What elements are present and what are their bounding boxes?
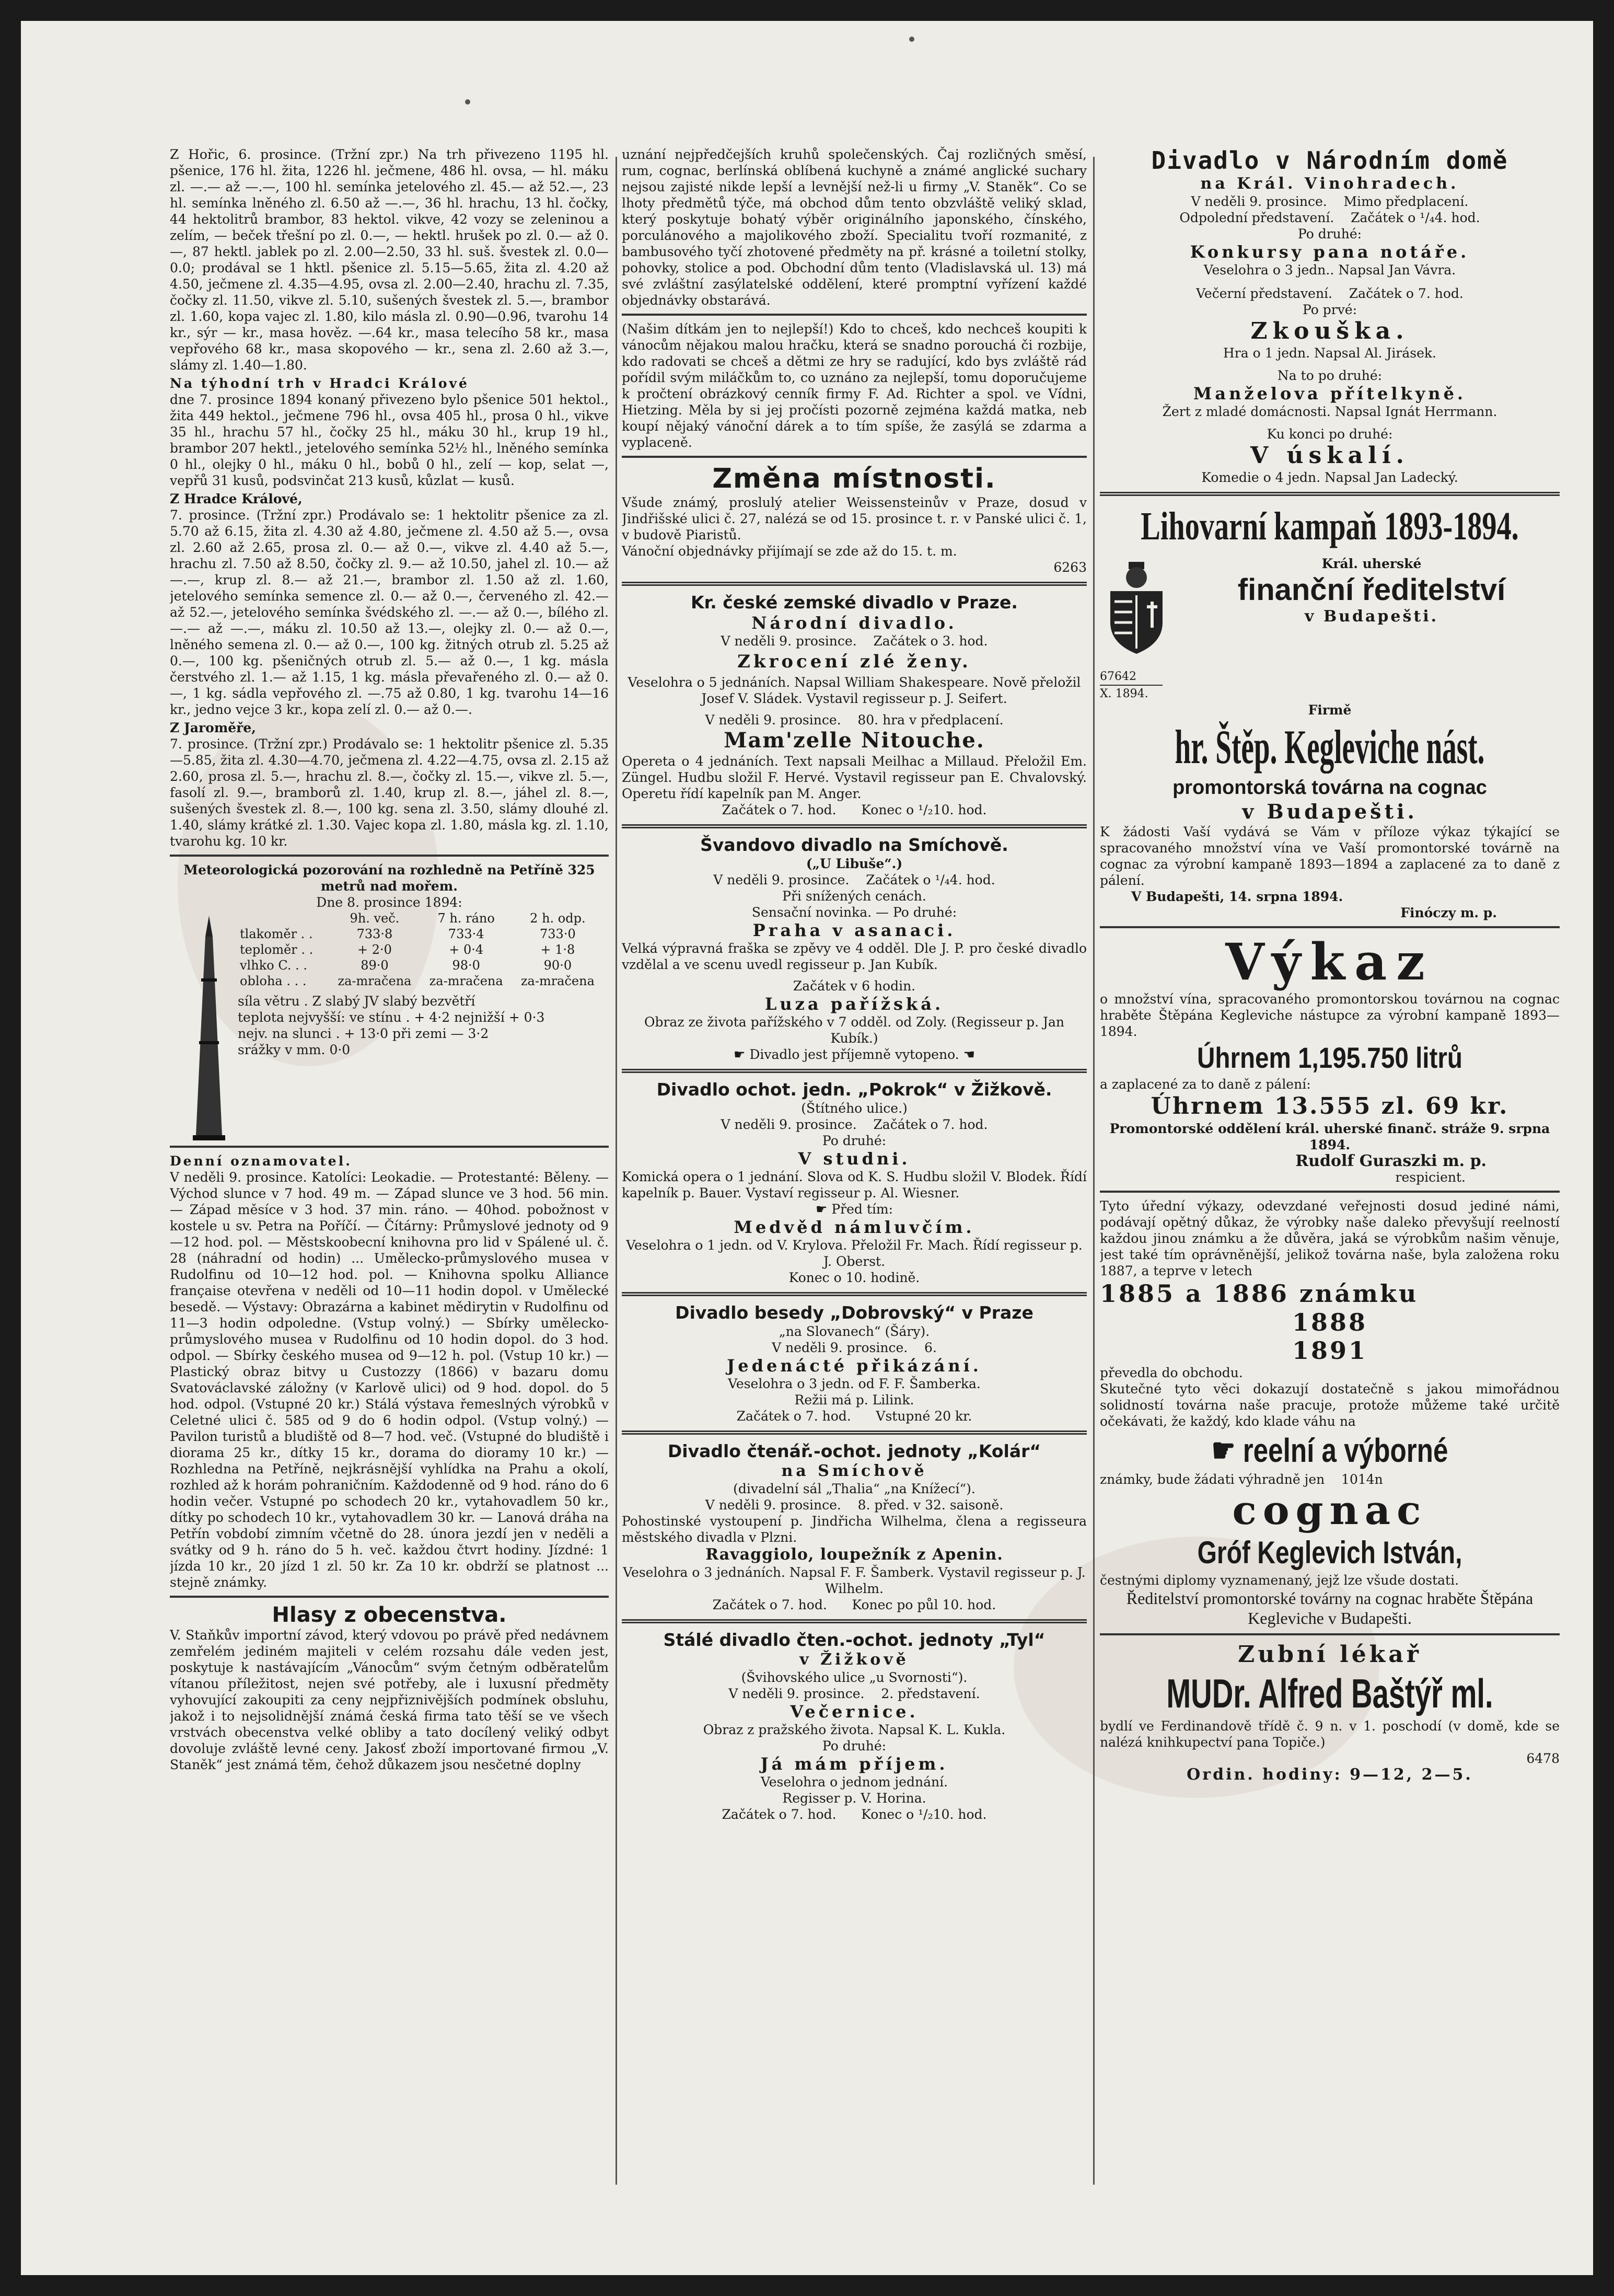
column-3 <box>1100 146 1560 1783</box>
meteo-rain: srážky v mm. 0·0 <box>238 1042 351 1057</box>
pk-end: Konec o 10. hodině. <box>788 1270 920 1285</box>
ty-desc2: Veselohra o jednom jednání. <box>760 1774 948 1790</box>
sv-play: Praha v asanaci. <box>752 920 956 940</box>
vin-odp: Odpolední představení. <box>1179 210 1334 225</box>
vin-desc4: Komedie o 4 jedn. Napsal Jan Ladecký. <box>1201 470 1458 485</box>
divider <box>1100 1633 1560 1635</box>
znamky-text: známky, bude žádati výhradně jen <box>1100 1472 1325 1487</box>
meteo-label: tlakoměr . . <box>240 927 313 941</box>
hlasy-text: V. Staňkův importní závod, který vdovou po právě před nedávnem zemřelém jediném majiteli v celém rozsahu dále veden jest, poskytuje k nastávajícím „Vánocům“ svým četným odběratelům vítanou příležitost, nejen své potřeby, ale i luxusní předměty vyhovující zakoupiti za ceny nejpřiznivějších podmínek obsluhu, jakož i to nejsolidnější známá česká firma tato těší se ve všech vrstvách obecenstva velké obliby a tato docílený veliký odbyt dovoluje zvláště levné ceny. Jakosť zboží importované firmou „V. Staněk“ jest známá těm, čehož důkazem jsou nesčetné doplny <box>170 1628 609 1772</box>
ty-desc: Obraz z pražského života. Napsal K. L. Kukla. <box>703 1722 1006 1737</box>
ty-druhe: Po druhé: <box>822 1738 887 1753</box>
ordinacni-hodiny: Ordin. hodiny: 9—12, 2—5. <box>1187 1766 1473 1783</box>
vin-date: V neděli 9. prosince. <box>1191 194 1327 209</box>
meteo-label: vlhko C. . . <box>240 958 307 973</box>
meteo-title: Meteorologická pozorování na rozhledně na Petříně 325 metrů nad mořem. <box>183 862 595 894</box>
meteo-date: Dne 8. prosince 1894: <box>316 895 462 910</box>
market-hradec2-title: Z Hradce Králové, <box>170 491 303 506</box>
pokrok-header: Divadlo ochot. jedn. „Pokrok“ v Žižkově. <box>656 1079 1052 1100</box>
sv-desc: Velká výpravná fraška se zpěvy ve 4 odděl. Dle J. P. pro české divadlo vzdělal a ve scenu uvedl regisseur p. Jan Kubík. <box>622 941 1087 972</box>
meteo-cell: 733·8 <box>356 927 393 941</box>
divider <box>170 1146 609 1148</box>
roky-1888: 1888 <box>1292 1308 1368 1336</box>
market-hradec-title: Na týhodní trh v Hradci Králové <box>170 376 469 391</box>
zmena-title: Změna místnosti. <box>712 463 996 494</box>
sv-start2: Začátek v 6 hodin. <box>793 978 916 994</box>
divider <box>622 456 1087 458</box>
vin-desc: Veselohra o 3 jedn.. Napsal Jan Vávra. <box>1203 262 1456 278</box>
pointing-hand-icon: ☛ <box>815 1202 828 1217</box>
meteo-wind: síla větru . Z slabý JV slabý bezvětří <box>238 994 475 1009</box>
sv-note: Divadlo jest příjemně vytopeno. <box>749 1047 959 1062</box>
roky-1885: 1885 a 1886 známku <box>1100 1279 1419 1308</box>
zaplacene: a zaplacené za to daně z pálení: <box>1100 1077 1311 1092</box>
n-hra: 80. hra v předplacení. <box>857 712 1004 728</box>
ty-end: Konec o ¹/₂10. hod. <box>861 1807 987 1822</box>
column-rule <box>1093 157 1095 2185</box>
n-start: Začátek o 3. hod. <box>873 633 988 649</box>
ref-date: X. 1894. <box>1100 685 1163 702</box>
meteo-cell: 90·0 <box>543 958 572 973</box>
ty-date: V neděli 9. prosince. <box>728 1686 865 1701</box>
pk-sub: (Štítného ulice.) <box>801 1101 908 1116</box>
db-num: 6. <box>924 1340 937 1355</box>
n-date: V neděli 9. prosince. <box>721 633 857 649</box>
znamky-num: 1014n <box>1341 1472 1383 1487</box>
roky-1891: 1891 <box>1292 1336 1368 1365</box>
podpis2: Rudolf Guraszki m. p. <box>1295 1152 1487 1170</box>
pk-druhe: Po druhé: <box>822 1133 887 1148</box>
meteo-head: 7 h. ráno <box>437 911 495 926</box>
market-hradec: dne 7. prosince 1894 konaný přivezeno bylo pšenice 501 hektol., žita 449 hektol., ječmene 796 hl., ovsa 405 hl., prosa 0 hl., vikve 35 hl., hrachu 57 hl., čočky 25 hl., máku 30 hl., krup 19 hl., brambor 207 hektl., jetelového semínka 52½ hl., lněného semínka 0 hl., olejky 0 hl., máku 0 hl., bobů 0 hl., zelí — kop, selat —, vepřů 31 kusů, podsvinčat 213 kusů, kůzlat — kusů. <box>170 392 609 488</box>
divider <box>622 1619 1087 1623</box>
promontorske-oddeleni: Promontorské oddělení král. uherské finanč. stráže 9. srpna 1894. <box>1109 1121 1550 1152</box>
pointing-hand-icon: ☛ <box>1211 1432 1236 1469</box>
kl-date: V neděli 9. prosince. <box>705 1497 841 1513</box>
keglevich-title: hr. Štěp. Kegleviche nást. <box>1175 720 1485 774</box>
hlasy-title: Hlasy z obecenstva. <box>272 1603 507 1627</box>
kl-end: Konec po půl 10. hod. <box>852 1597 996 1612</box>
ty-start: Začátek o 7. hod. <box>722 1807 837 1822</box>
grof-keglevich: Gróf Keglevich István, <box>1197 1535 1462 1570</box>
divider <box>622 824 1087 828</box>
vin-sub: na Král. Vinohradech. <box>1200 175 1459 193</box>
podpis1: Finóczy m. p. <box>1400 905 1497 920</box>
divider <box>622 582 1087 586</box>
meteo-cell: 89·0 <box>361 958 389 973</box>
market-jaromer: 7. prosince. (Tržní zpr.) Prodávalo se: 1 hektolitr pšenice zl. 5.35—5.85, žita zl. 4.30—4.70, ječmena zl. 4.22—4.75, ovsa zl. 2.15 až 2.60, prosa zl. 5.—, hrachu zl. 8.—, čočky zl. 15.—, vikve zl. 5.—, fasolí zl. 9.—, bramborů zl. 1.40, krup zl. 8.—, jáhel zl. 8.—, sušených švestek zl. 8.—, 100 kg. sena zl. 3.50, slámy dlouhé zl. 1.40, slámy krátké zl. 1.30. Vajec kopa zl. 1.80, másla kg. zl. 1.10, tvarohu kg. 10 kr. <box>170 736 609 849</box>
vin-play: Konkursy pana notáře. <box>1190 242 1470 262</box>
meteo-label: teploměr . . <box>240 942 313 957</box>
petrin-tower-illustration <box>185 916 233 1140</box>
pk-play: V studni. <box>798 1149 911 1169</box>
reelni-text: reelní a výborné <box>1243 1432 1448 1469</box>
ty-play2: Já mám příjem. <box>760 1754 948 1774</box>
meteo-cell: za-mračena <box>429 974 503 988</box>
num-6478: 6478 <box>1526 1751 1560 1766</box>
zadost-text: K žádosti Vaší vydává se Vám v příloze výkaz týkající se spracovaného množství vína ve Vaší promontorské továrně na cognac za výrobní kampaně 1893—1894 a zaplacené za to daně z pálení. <box>1100 824 1560 888</box>
datum: V Budapešti, 14. srpna 1894. <box>1131 889 1343 904</box>
sv-date: V neděli 9. prosince. <box>713 872 850 887</box>
db-start: Začátek o 7. hod. <box>736 1409 851 1424</box>
ty-sub2: (Švihovského ulice „u Svornosti“). <box>741 1670 968 1685</box>
kral-uherske: Král. uherské <box>1321 556 1422 571</box>
n-desc: Veselohra o 5 jednáních. Napsal William Shakespeare. Nově přeložil Josef V. Sládek. Vystavil regisseur p. J. Seifert. <box>628 675 1081 706</box>
promontorska: promontorská továrna na cognac <box>1172 777 1487 799</box>
market-jaromer-title: Z Jaroměře, <box>170 720 256 735</box>
kl-sub: na Smíchově <box>781 1462 927 1480</box>
vin-start2: Začátek o 7. hod. <box>1349 286 1464 301</box>
meteo-cell: + 2·0 <box>357 942 392 957</box>
vin-vec: Večerní představení. <box>1196 286 1332 301</box>
vin-druhe: Po druhé: <box>1297 226 1362 241</box>
pk-date: V neděli 9. prosince. <box>721 1117 857 1132</box>
vykaz-title: Výkaz <box>1225 932 1434 991</box>
meteo-cell: za-mračena <box>338 974 412 988</box>
pk-play2: Medvěd námluvčím. <box>734 1217 975 1237</box>
divider <box>170 855 609 857</box>
zubni-lekar: Zubní lékař <box>1238 1641 1422 1668</box>
vin-mimo: Mimo předplacení. <box>1343 194 1469 209</box>
column-1 <box>170 146 609 1773</box>
sv-novinka: Sensační novinka. — Po druhé: <box>751 905 957 920</box>
sv-ceny: Při snížených cenách. <box>782 889 926 904</box>
tyto-text: Tyto úřední výkazy, odevzdané veřejnosti dosud jediné námi, podávají opětný důkaz, že výrobky naše daleko převyšují reelností každou jinou známku a že důvěra, jaká se výrobkům našim věnuje, jest také tím oprávněnější, jelikož továrna naše, byla založena roku 1887, a teprve v letech <box>1100 1198 1560 1278</box>
lihovarni-title: Lihovarní kampaň 1893-1894. <box>1141 504 1519 548</box>
cognac-title: cognac <box>1232 1487 1427 1533</box>
financni-reditelstvi: finanční ředitelství <box>1237 573 1506 607</box>
divider <box>622 1292 1087 1296</box>
tyl-header: Stálé divadlo čten.-ochot. jednoty „Tyl“ <box>663 1630 1046 1650</box>
divider <box>622 1069 1087 1073</box>
vin-start: Začátek o ¹/₄4. hod. <box>1351 210 1480 225</box>
n-start2: Začátek o 7. hod. <box>722 802 837 817</box>
pointing-hand-left-icon: ☚ <box>963 1047 976 1062</box>
bydli: bydlí ve Ferdinandově třídě č. 9 n. v 1. poschodí (v domě, kde se nalézá knihkupectví pana Topiče.) <box>1100 1718 1560 1750</box>
vin-prvni: Po prvé: <box>1302 302 1357 317</box>
db-desc: Veselohra o 3 jedn. od F. F. Šamberka. <box>728 1376 981 1391</box>
print-mark <box>465 99 470 105</box>
divider <box>622 1430 1087 1435</box>
denni-text: V neděli 9. prosince. Katolíci: Leokadie. — Protestanté: Běleny. — Východ slunce v 7 hod. 49 m. — Západ slunce ve 3 hod. 56 min. — Západ měsíce v 3 hod. 37 min. ráno. — 40hod. pobožnost v kostele u sv. Petra na Poříčí. — Čítárny: Průmyslové jednoty od 9—12 hod. pol. — Městskoobecní knihovna pro lid v Spálené ul. č. 28 (náhradní od hodin) ... Umělecko-průmyslového musea v Rudolfinu od 10—12 hod. pol. — Knihovna spolku Alliance française otevřena v neděli od 10—11 hodin dopol. v Umělecké besedě. — Výstavy: Obrazárna a kabinet mědirytin v Rudolfinu od 11—3 hodin odpoledne. (Vstup volný.) — Sbírky umělecko-průmyslového musea v Rudolfinu od 10 hodin dopol. do 3 hod. odpol. — Sbírky českého musea od 9—12 h. pol. (Vstup 10 kr.) — Plastický obraz bitvy u Custozzy (1866) v bazaru domu Svatováclavské záložny (v Karlově ulici) od 9 hod. dopol. do 5 hod. odpol. (Vstupné 20 kr.) Stálá výstava řemeslných výrobků v Celetné ulici č. 585 od 9 do 6 hodin odpol. (Vstup volný.) — Pavilon turistů a bludiště od 8—7 hod. več. (Vstupné do bludiště i diorama 25 kr., dítky 15 kr., dorama do dioramy 10 kr.) — Rozhledna na Petříně, nejkrásnější vyhlídka na Prahu a okolí, rozhled až k horám pohraničním. Každodenně od 9 hod. ráno do 6 hodin večer. Vstupné po schodech 20 kr., vytahovadlem 50 kr., dítky po schodech 10 kr., vytahovadlem 30 kr. — Lanová dráha na Petřín vobdobí zimním včetně do 28. února jezdí jen v neděli a svátky od 9 h. ráno do 5 h. več. každou čtvrt hodiny. Jízdné: 1 jízda 10 kr., 20 jízd 1 zl. 50 kr. Za 10 kr. obdrží se platnost ... stejně známky. <box>170 1170 609 1590</box>
meteo-cell: 98·0 <box>452 958 480 973</box>
db-date: V neděli 9. prosince. <box>772 1340 908 1355</box>
meteo-table <box>238 910 603 989</box>
zmena-text2: Vánoční objednávky přijímají se zde až do 15. t. m. <box>622 544 957 559</box>
meteo-temp: teplota nejvyšší: ve stínu . + 4·2 nejnižší + 0·3 <box>238 1010 545 1025</box>
kl-sub2: (divadelní sál „Thalia“ „na Knížecí“). <box>733 1481 976 1496</box>
meteo-head: 2 h. odp. <box>530 911 586 926</box>
divider <box>1100 926 1560 928</box>
n-end2: Konec o ¹/₂10. hod. <box>861 802 987 817</box>
respicient: respicient. <box>1395 1170 1466 1185</box>
zmena-text: Všude známý, proslulý atelier Weissensteinův v Praze, dosud v Jindřišské ulici č. 27, nalézá se od 15. prosince t. r. v Panské ulici č. 1, v budově Piaristů. <box>622 495 1087 543</box>
narodni-sub: Národní divadlo. <box>751 613 957 633</box>
n-date2: V neděli 9. prosince. <box>705 712 841 728</box>
sv-desc2: Obraz ze života pařížského v 7 odděl. od Zoly. (Regisseur p. Jan Kubík.) <box>644 1014 1065 1046</box>
market-hradec2: 7. prosince. (Tržní zpr.) Prodávalo se: 1 hektolitr pšenice za zl. 5.70 až 6.15, žita zl. 4.30 až 4.80, ječmene zl. 4.50 až 5.—, ovsa zl. 2.60 až 2.65, prosa zl. 0.— až 0.—, vikve zl. 4.40 až 5.—, hrachu zl. 7.50 až 8.50, čočky zl. 9.— až 10.50, jahel zl. 10.— až —.—, krup zl. 8.— až 21.—, brambor zl. 1.50 až zl. 1.60, jetelového semínka semence zl. 0.— až 0.—, červeného zl. 42.— až 52.—, jetelového semínka švédského zl. —.— až 0.—, bílého zl. —.— až —.—, máku zl. 10.50 až 13.—, olejky zl. 0.— až 0.—, lněného semena zl. 0.— až 0.—, 100 kg. žitných otrub zl. 5.25 až 0.—, 100 kg. pšeničných otrub zl. 5.— až 0.—, 1 kg. másla čerstvého zl. 1.— až 1.15, 1 kg. másla převařeného zl. 0.— až 0.—, 1 kg. sádla vepřového zl. —.75 až 0.80, 1 kg. tvarohu 14—16 kr., jedno vejce 3 kr., kopa zelí zl. 0.— až 0.—. <box>170 507 609 717</box>
pk-desc: Komická opera o 1 jednání. Slova od K. S. Hudbu složil V. Blodek. Řídí kapelník p. Bauer. Vystaví regisseur p. Al. Wiesner. <box>622 1169 1087 1201</box>
vin-konec: Ku konci po druhé: <box>1267 426 1393 442</box>
meteo-cell: 733·0 <box>540 927 576 941</box>
uhrnem-zl: Úhrnem 13.555 zl. 69 kr. <box>1151 1093 1509 1120</box>
kl-start: Začátek o 7. hod. <box>712 1597 827 1612</box>
svandovo-header: Švandovo divadlo na Smíchově. <box>700 835 1008 855</box>
db-play: Jedenácté přikázání. <box>727 1356 982 1376</box>
vin-play4: V úskalí. <box>1250 442 1409 469</box>
hungarian-coat-of-arms-icon <box>1100 560 1173 664</box>
sv-play2: Luza pařížská. <box>764 994 944 1014</box>
zmena-num: 6263 <box>1053 560 1087 575</box>
uhrnem-litru: Úhrnem 1,195.750 litrů <box>1197 1041 1462 1074</box>
vin-to: Na to po druhé: <box>1277 368 1383 383</box>
ty-num: 2. představení. <box>881 1686 980 1701</box>
pk-desc2: Veselohra o 1 jedn. od V. Krylova. Přeložil Fr. Mach. Řídí regisseur p. J. Oberst. <box>626 1238 1083 1269</box>
meteo-cell: + 0·4 <box>449 942 484 957</box>
vin-play2: Zkouška. <box>1250 318 1409 344</box>
meteo-head: 9h. več. <box>350 911 400 926</box>
kolar-header: Divadlo čtenář.-ochot. jednoty „Kolár“ <box>667 1441 1041 1461</box>
meteo-cell: + 1·8 <box>540 942 575 957</box>
sv-start: Začátek o ¹/₄4. hod. <box>866 872 995 887</box>
meteo-label: obloha . . . <box>240 974 307 988</box>
firme: Firmě <box>1308 702 1352 718</box>
vin-desc3: Žert z mladé domácnosti. Napsal Ignát Herrmann. <box>1162 404 1497 419</box>
vinohrady-header: Divadlo v Národním domě <box>1151 146 1508 175</box>
ty-sub: v Žižkově <box>799 1651 909 1669</box>
prevedla: převedla do obchodu. <box>1100 1365 1243 1380</box>
n-play2: Mam'zelle Nitouche. <box>724 728 985 753</box>
reditelstvi: Ředitelství promontorské továrny na cognac hraběte Štěpána Kegleviche v Budapešti. <box>1126 1589 1534 1628</box>
meteo-cell: 733·4 <box>448 927 484 941</box>
db-sub: „na Slovanech“ (Šáry). <box>779 1324 930 1339</box>
meteo-cell: za-mračena <box>520 974 595 988</box>
pk-start: Začátek o 7. hod. <box>873 1117 988 1132</box>
n-desc2: Opereta o 4 jednáních. Text napsali Meilhac a Millaud. Přeložil Em. Züngel. Hudbu složil F. Hervé. Vystavil regisseur pan E. Chvalovský. Operetu řídí kapelník pan M. Anger. <box>622 754 1087 801</box>
newspaper-page <box>21 21 1593 2275</box>
v-budapesti: v Budapešti. <box>1304 607 1439 626</box>
divider <box>622 314 1087 316</box>
v-budapesti-2: v Budapešti. <box>1242 800 1418 823</box>
pointing-hand-icon: ☛ <box>733 1047 746 1062</box>
ty-reg: Regisser p. V. Horina. <box>782 1791 926 1806</box>
kl-host: Pohostinské vystoupení p. Jindřicha Wilhelma, člena a regisseura městského divadla v Plzni. <box>622 1514 1087 1545</box>
deti-notice: (Našim dítkám jen to nejlepší!) Kdo to chceš, kdo nechceš koupiti k vánocům nějakou malou hračku, která se snadno porouchá či rozbije, kdo radovati se chceš a dětmi ze hry se radující, kdo bys zvláště rád pořídil svým miláčkům to, co uznáno za nejlepší, tomu doporučujeme k pročtení obrázkový cenník firmy F. Ad. Richter a spol. ve Vídni, Hietzing. Měla by si jej pročísti pozorně zejména každá matka, neb koupí nějaký vánoční dárek a to tím spíše, že zasýlá se zdarma a vyplaceně. <box>622 321 1087 450</box>
dobrovsky-header: Divadlo besedy „Dobrovský“ v Praze <box>675 1302 1034 1323</box>
divider <box>1100 492 1560 496</box>
n-play: Zkrocení zlé ženy. <box>737 651 971 672</box>
divider <box>170 1596 609 1598</box>
kl-hra: 8. před. v 32. saisoně. <box>857 1497 1004 1513</box>
skutecne-text: Skutečné tyto věci dokazují dostatečně s jakou mimořádnou solidností továrna naše pracuje, protože můžeme také určitě očekávati, že každý, kdo klade váhu na <box>1100 1381 1560 1429</box>
ref-number: 67642 <box>1100 670 1136 683</box>
db-vstup: Vstupné 20 kr. <box>876 1409 972 1424</box>
sv-sub: („U Libuše“.) <box>806 856 903 871</box>
kl-play: Ravaggiolo, loupežník z Apenin. <box>705 1545 1003 1564</box>
stanek-continued: uznání nejpředčejších kruhů společenských. Čaj rozličných směsí, rum, cognac, berlínská oblíbená kuchyně a známé anglické suchary nejsou zajisté nikde lepší a levnější než-li u firmy „V. Staněk“. Co se lhoty předmětů týče, má obchod dům tento obzvláště veliký sklad, který poskytuje bohatý výběr originálního japonského, čínského, porculánového a majolikového zboží. Specialitu tvoří rozmanité, z bambusového tyčí zhotovené předměty na př. krásné a toiletní stolky, pohovky, stolice a pod. Obchodní dům tento (Vladislavská ul. 13) má své zvláštní zasýlatelské oddělení, které promptní vyřízení každé objednávky obstarává. <box>622 147 1087 308</box>
db-rezie: Režii má p. Lilink. <box>794 1392 914 1407</box>
divider <box>1100 1191 1560 1193</box>
cestnymi: čestnými diplomy vyznamenaný, jejž lze všude dostati. <box>1100 1573 1459 1588</box>
column-2 <box>622 146 1087 1822</box>
mudr-bastyr: MUDr. Alfred Baštýř ml. <box>1166 1670 1493 1716</box>
column-rule <box>616 157 617 2185</box>
vin-play3: Manželova přítelkyně. <box>1193 384 1467 403</box>
vykaz-text: o množství vína, spracovaného promontorskou továrnou na cognac hraběte Štěpána Kegleviche nástupce za výrobní kampaně 1893—1894. <box>1100 991 1560 1039</box>
pk-tim: Před tím: <box>831 1202 893 1217</box>
market-horice: Z Hořic, 6. prosince. (Tržní zpr.) Na trh přivezeno 1195 hl. pšenice, 176 hl. žita, 1226 hl. ječmene, 486 hl. ovsa, — hl. máku zl. —.— až —.—, 100 hl. semínka jetelového zl. 45.— až 52.—, 23 hl. semínka lněného zl. 6.50 až —.—, 36 hl. hrachu, 13 hl. čočky, 44 hektolitrů brambor, 83 hektol. vikve, 42 vozy se zeleninou a zelím, — beček třešní po zl. 0.—, — hektl. hrušek po zl. 0.— až 0.—, 87 hektl. jablek po zl. 2.00—2.50, 33 hl. suš. švestek zl. 0.0—0.0; prodával se 1 hktl. pšenice zl. 5.15—5.65, žita zl. 4.20 až 4.50, ječmene zl. 4.35—4.95, ovsa zl. 2.00—2.40, hrachu zl. 7.35, čočky zl. 11.50, vikve zl. 5.10, sušených švestek zl. 5.—, brambor zl. 1.60, kopa vajec zl. 1.80, kilo másla zl. 0.90—0.96, tvarohu 14 kr., sýr — kr., masa hověz. —.64 kr., masa telecího 58 kr., masa vepřového 68 kr., masa skopového — kr., sena zl. 2.60 až 3.—, slámy zl. 1.40—1.80. <box>170 147 609 373</box>
denni-title: Denní oznamovatel. <box>170 1153 352 1169</box>
meteo-sun: nejv. na slunci . + 13·0 při zemi — 3·2 <box>238 1026 489 1041</box>
narodni-header: Kr. české zemské divadlo v Praze. <box>691 592 1018 613</box>
vin-desc2: Hra o 1 jedn. Napsal Al. Jirásek. <box>1223 345 1436 361</box>
reelni-vyborne <box>1112 1429 1547 1471</box>
print-mark <box>909 37 914 42</box>
ty-play: Večernice. <box>790 1702 919 1722</box>
kl-desc: Veselohra o 3 jednáních. Napsal F. F. Šamberk. Vystavil regisseur p. J. Wilhelm. <box>623 1565 1086 1596</box>
